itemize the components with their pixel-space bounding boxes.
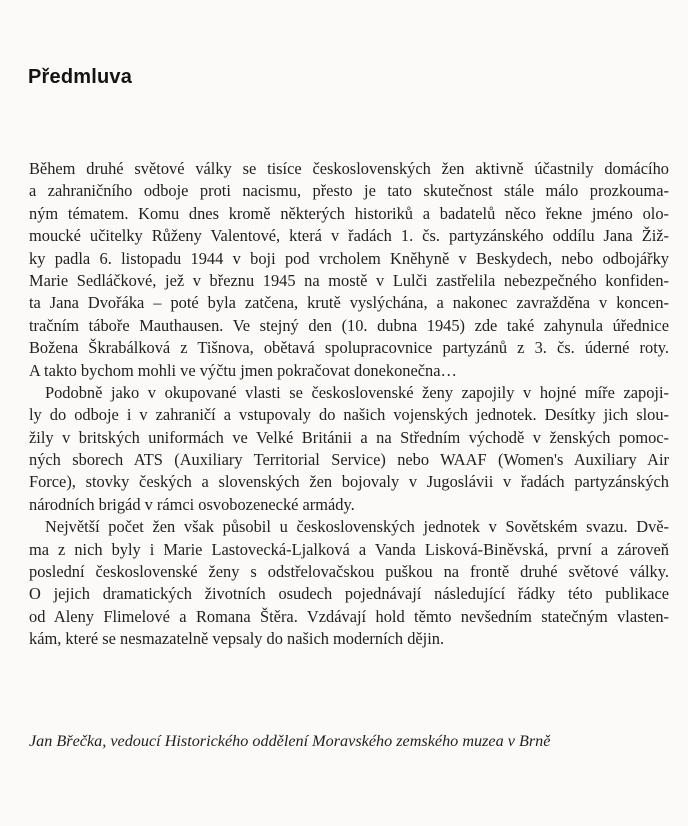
text-line: ma z nich byly i Marie Lastovecká-Ljalková a Vanda Lisková-Biněvská, první a zároveň bbox=[29, 539, 669, 559]
paragraph-3 bbox=[29, 516, 669, 650]
text-line: ly do odboje i v zahraničí a vstupovaly do našich vojenských jednotek. Desítky jich slou- bbox=[29, 405, 669, 425]
text-line: Během druhé světové války se tisíce československých žen aktivně účastnily domácího bbox=[29, 159, 669, 178]
text-line: Force), stovky českých a slovenských žen bojovaly v Jugoslávii v řadách partyzánských bbox=[29, 472, 669, 492]
text-line: tračním táboře Mauthausen. Ve stejný den (10. dubna 1945) zde také zahynula úřednice bbox=[29, 315, 669, 335]
text-line: Podobně jako v okupované vlasti se československé ženy zapojily v hojné míře zapoji- bbox=[45, 382, 669, 402]
text-line: Největší počet žen však působil u československých jednotek v Sovětském svazu. Dvě- bbox=[45, 517, 669, 537]
text-line: a zahraničního odboje proti nacismu, přesto je tato skutečnost stále málo prozkouma- bbox=[29, 181, 669, 201]
text-line: od Aleny Flimelové a Romana Štěra. Vzdávají hold těmto nevšedním statečným vlasten- bbox=[29, 606, 669, 626]
text-line: ky padla 6. listopadu 1944 v boji pod vrcholem Kněhyně v Beskydech, nebo odbojářky bbox=[29, 248, 669, 268]
text-line: A takto bychom mohli ve výčtu jmen pokračovat donekonečna… bbox=[29, 360, 457, 380]
text-line: O jejich dramatických životních osudech pojednávají následující řádky této publikace bbox=[29, 584, 669, 604]
paragraph-2 bbox=[29, 382, 669, 516]
text-line: žily v britských uniformách ve Velké Británii a na Středním východě v ženských pomoc- bbox=[29, 427, 669, 447]
text-line: Božena Škrabálková z Tišnova, obětavá spolupracovnice partyzánů z 3. čs. úderné roty. bbox=[29, 338, 669, 358]
preface-body bbox=[29, 158, 669, 651]
text-line: ných sborech ATS (Auxiliary Territorial Service) nebo WAAF (Women's Auxiliary Air bbox=[29, 450, 669, 470]
text-line: Marie Sedláčkové, jež v březnu 1945 na mostě v Lulči zastřelila nebezpečného konfiden- bbox=[29, 270, 669, 290]
text-line: kám, které se nesmazatelně vepsaly do našich moderních dějin. bbox=[29, 629, 445, 649]
text-line: národních brigád v rámci osvobozenecké armády. bbox=[29, 494, 355, 514]
paragraph-1 bbox=[29, 158, 669, 382]
author-signature: Jan Břečka, vedoucí Historického oddělení Moravského zemského muzea v Brně bbox=[29, 732, 551, 750]
text-line: ta Jana Dvořáka – poté byla zatčena, krutě vyslýchána, a nakonec zavražděna v koncen- bbox=[29, 293, 669, 313]
text-line: poslední československé ženy s odstřelovačskou puškou na frontě druhé světové války. bbox=[29, 562, 669, 582]
page-title: Předmluva bbox=[28, 66, 133, 88]
text-line: moucké učitelky Růženy Valentové, která v řadách 1. čs. partyzánského oddílu Jana Žiž- bbox=[29, 226, 669, 246]
text-line: ným tématem. Komu dnes kromě některých historiků a badatelů něco řekne jméno olo- bbox=[29, 203, 669, 223]
